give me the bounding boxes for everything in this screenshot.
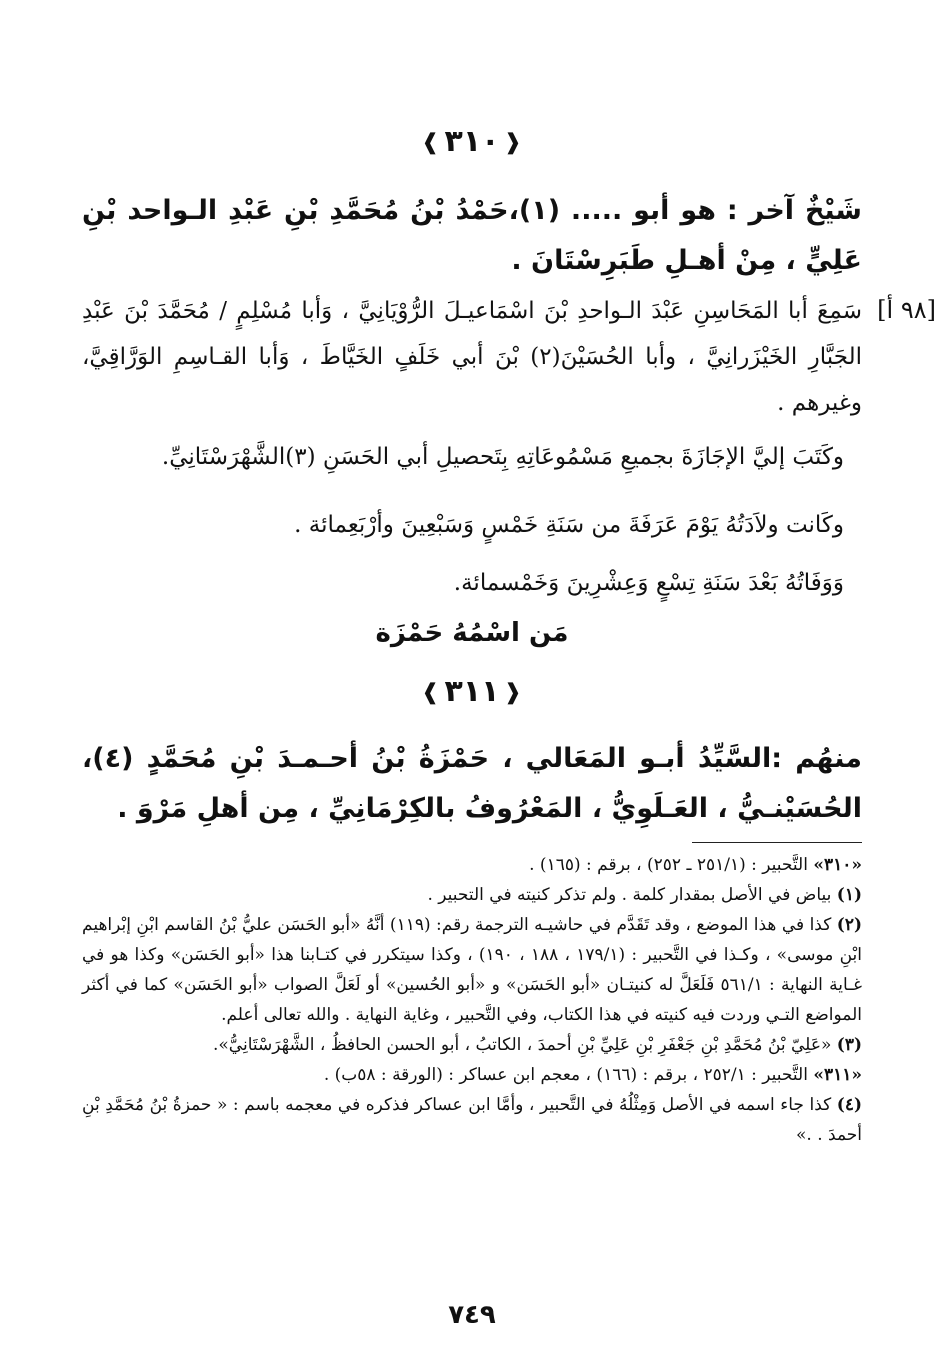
entry-310-paragraph-1: سَمِعَ أبا المَحَاسِنِ عَبْدَ الـواحدِ بْنَ اسْمَاعيـلَ الرُّوْيَانِيَّ ، وَأبا مُسْلِمٍ / مُحَمَّدَ بْنَ عَبْدِ الجَبَّارِ الخَيْزَرانِيَّ ، وأبا الحُسَيْنَ(٢) بْنَ أبي خَلَفٍ الخَيَّاطَ ، وَأبا القـاسِمِ الوَرَّاقِيَّ، وغيرهم . xyxy=(82,298,862,416)
entry-310-paragraph-2: وكَتَبَ إليَّ الإجَازَةَ بجميعِ مَسْمُوعَاتِهِ بِتَحصيلِ أبي الحَسَنِ (٣)الشَّهْرَسْتَانِيِّ. xyxy=(161,444,844,470)
entry-310-heading: شَيْخٌ آخر : هو أبو ..... (١)،حَمْدُ بْنُ مُحَمَّدِ بْنِ عَبْدِ الـواحد بْنِ عَلِيٍّ ، مِنْ أهـلِ طَبَرِسْتَانَ . xyxy=(82,195,862,276)
footnote-310: «٣١٠» التَّحبير : (٢٥١/١ ـ ٢٥٢) ، برقم : (١٦٥) . xyxy=(529,855,862,875)
footnote-311: «٣١١» التَّحبير : ٢٥٢/١ ، برقم : (١٦٦) ، معجم ابن عساكر : (الورقة : ٥٨ب) . xyxy=(323,1065,862,1085)
entry-310-number: ٣١٠ xyxy=(444,124,500,159)
entry-311-number: ٣١١ xyxy=(444,674,500,709)
footnotes-section xyxy=(82,850,862,1150)
ornament-icon: ❱ xyxy=(421,680,441,705)
ornament-icon: ❱ xyxy=(421,130,441,155)
section-subheading: مَن اسْمُهُ حَمْزَة xyxy=(375,618,569,648)
footnote-4: (٤) كذا جاء اسمه في الأصل وَمِثْلُهُ في التَّحبير ، وأمَّا ابن عساكر فذكره في معجمه باسم : « حمزةُ بْنُ مُحَمَّدِ بْنِ أحمدَ . .» xyxy=(82,1095,863,1145)
footnote-3: (٣) «عَلِيّ بْنُ مُحَمَّدِ بْنِ جَعْفَرِ بْنِ عَلِيِّ بْنِ أحمدَ ، الكاتبُ ، أبو الحسن الحافظُ ، الشَّهْرَسْتَانِيُّ». xyxy=(212,1035,862,1055)
ornament-icon: ❰ xyxy=(503,130,523,155)
entry-number-311 xyxy=(0,674,944,709)
entry-311-heading: منهُم :السَّيِّدُ أبـو المَعَالي ، حَمْزَةُ بْنُ أحـمـدَ بْنِ مُحَمَّدٍ (٤)، الحُسَيْنـيُّ ، العَـلَوِيُّ ، المَعْرُوفُ بالكِرْمَانِيِّ ، مِن أهلِ مَرْوَ . xyxy=(82,743,862,824)
entry-310-paragraph-4: وَوَفَاتُهُ بَعْدَ سَنَةِ تِسْعٍ وَعِشْرِينَ وَخَمْسمائة. xyxy=(453,570,844,596)
page-number: ٧٤٩ xyxy=(448,1300,496,1330)
footnote-divider xyxy=(692,842,862,843)
entry-310-paragraph-3: وكَانت ولاَدَتُهُ يَوْمَ عَرَفَةَ من سَنَةِ خَمْسٍ وَسَبْعِينَ وأرْبَعِمائة . xyxy=(294,512,844,538)
ornament-icon: ❰ xyxy=(503,680,523,705)
entry-number-310 xyxy=(0,124,944,159)
footnote-2: (٢) كذا في هذا الموضع ، وقد تَقَدَّم في حاشيـه الترجمة رقم: (١١٩) أنَّهُ «أبو الحَسَن عليُّ بْنُ القاسم ابْنِ إبْراهيم ابْنِ موسى» ، وكـذا في التَّحبير : (١٧٩/١ ، ١٨٨ ، ١٩٠) ، وكذا سيتكرر في كتـابنا هذا «أبو الحَسَن» وكذا هو في غـاية النهاية : ٥٦١/١ فَلَعَلَّ له كنيتـان «أبو الحَسَن» و «أبو الحُسين» أو لَعَلَّ الصواب «أبو الحَسَن» كما في أكثر المواضع التـي وردت فيه كنيته في هذا الكتاب، وفي التَّحبير ، وغاية النهاية . والله تعالى أعلم. xyxy=(82,915,863,1025)
footnote-1: (١) بياض في الأصل بمقدار كلمة . ولم تذكر كنيته في التحبير . xyxy=(427,885,862,905)
folio-marker: [٩٨ أ] xyxy=(877,296,936,324)
